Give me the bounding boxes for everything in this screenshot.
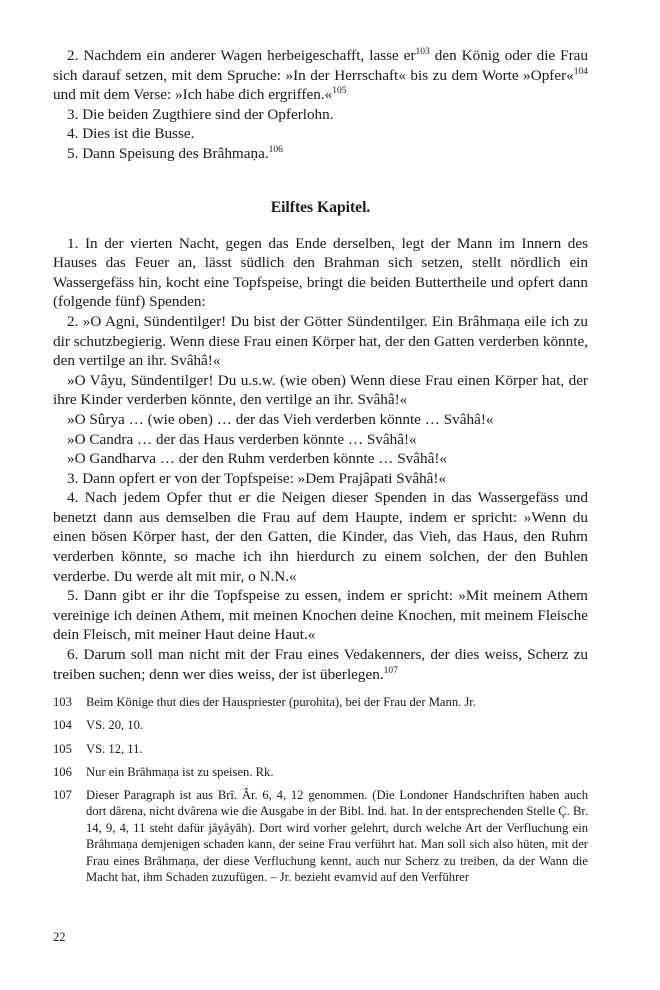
footnote-text: VS. 20, 10. <box>86 718 144 733</box>
paragraph-5: 5. Dann Speisung des Brâhmaṇa.$^{106}$ <box>67 144 283 162</box>
footnote-ref-107[interactable]: 107 <box>383 665 398 676</box>
footnote-ref-106[interactable]: 106 <box>268 144 283 155</box>
footnote-number: 107 <box>53 788 72 803</box>
footnote-number: 105 <box>53 741 72 756</box>
page-body <box>53 46 588 892</box>
chapter-paragraph-5: 5. Dann gibt er ihr die Topfspeise zu essen, indem er spricht: »Mit meinem Athem vereinige ich deinen Athem, mit meinen Knochen deine Knochen, mit meinem Fleische dein Fleisch, mit meiner Haut deine Haut.« <box>53 587 588 644</box>
footnote-text: Dieser Paragraph ist aus Brî. Âr. 6, 4, 12 genommen. (Die Londoner Handschriften haben auch dort dârena, nicht dvârena wie die Ausgabe in der Bibl. Ind. hat. In der entsprechenden Stelle Ç. Br. 14, 9, 4, 11 steht dafür jâyâyâh). Dort wird vorher gelehrt, durch welche Art der Verfluchung ein Brâhmaṇa demjenigen schaden kann, der seine Frau verführt hat. Man soll sich also hüten, mit der Frau eines Brâhmaṇa, der diese Verfluchung kennt, auch nur Scherz zu treiben, da der Wann die Macht hat, ihm Schaden zuzufügen. – Jr. bezieht evamvid auf den Verführer <box>86 788 588 885</box>
footnote-number: 106 <box>53 764 72 779</box>
footnote <box>53 787 588 885</box>
footnote-number: 104 <box>53 718 72 733</box>
footnote <box>53 717 588 733</box>
page-number: 22 <box>53 930 66 944</box>
chapter-paragraph-surya: »O Sûrya … (wie oben) … der das Vieh verderben könnte … Svâhâ!« <box>67 410 494 428</box>
chapter-paragraph-4: 4. Nach jedem Opfer thut er die Neigen dieser Spenden in das Wassergefäss und benetzt dann aus demselben die Frau auf dem Haupte, indem er spricht: »Wenn du einen bösen Körper hast, der den Gatten, die Kinder, das Vieh, das Haus, den Ruhm verderben könnte, so mache ich ihn hierdurch zu einem solchen, der den Buhlen verderbe. Du werde alt mit mir, o N.N.« <box>53 489 588 585</box>
chapter-paragraph-1: 1. In der vierten Nacht, gegen das Ende derselben, legt der Mann im Innern des Hauses das Feuer an, lässt südlich den Brahman sich setzen, stellt nördlich ein Wassergefäss hin, kocht eine Topfspeise, bringt die beiden Buttertheile und opfert dann (folgende fünf) Spenden: <box>53 234 588 311</box>
paragraph-3: 3. Die beiden Zugthiere sind der Opferlohn. <box>67 105 334 123</box>
footnote-text: Nur ein Brâhmaṇa ist zu speisen. Rk. <box>86 764 274 779</box>
chapter-paragraph-candra: »O Candra … der das Haus verderben könnte … Svâhâ!« <box>67 430 417 448</box>
footnote-ref-103[interactable]: 103 <box>415 47 430 57</box>
footnote <box>53 764 588 780</box>
footnote-text: VS. 12, 11. <box>86 741 143 756</box>
chapter-paragraph-3: 3. Dann opfert er von der Topfspeise: »Dem Prajâpati Svâhâ!« <box>67 469 447 487</box>
footnote-number: 103 <box>53 695 72 710</box>
chapter-paragraph-6: 6. Darum soll man nicht mit der Frau eines Vedakenners, der dies weiss, Scherz zu treiben suchen; denn wer dies weiss, der ist überlegen.$^{107}$ <box>53 646 588 683</box>
chapter-paragraph-vayu: »O Vâyu, Sündentilger! Du u.s.w. (wie oben) Wenn diese Frau einen Körper hat, der ihre Kinder verderben könnte, den vertilge an ihr. Svâhâ!« <box>53 371 588 409</box>
footnote <box>53 741 588 757</box>
chapter-paragraph-2: 2. »O Agni, Sündentilger! Du bist der Götter Sündentilger. Ein Brâhmaṇa eile ich zu dir schutzbegierig. Wenn diese Frau einen Körper hat, der den Gatten verderben könnte, den vertilge an ihr. Svâhâ!« <box>53 312 588 370</box>
paragraph-2: 2. Nachdem ein anderer Wagen herbeigeschafft, lasse $er^{103}$ den König oder die Frau sich darauf setzen, mit dem Spruche: »In der Herrschaft« bis zu dem Worte »Opfer«$^{104}$ und mit dem Verse: »Ich habe dich ergriffen.«$^{105}$ <box>53 47 588 104</box>
footnote <box>53 694 588 710</box>
footnote-ref-104[interactable]: 104 <box>573 66 588 77</box>
footnote-ref-105[interactable]: 105 <box>332 86 347 97</box>
footnote-text: Beim Könige thut dies der Hauspriester (purohita), bei der Frau der Mann. Jr. <box>86 695 476 710</box>
footnotes <box>53 694 588 885</box>
chapter-heading: Eilftes Kapitel. <box>270 198 371 216</box>
paragraph-4: 4. Dies ist die Busse. <box>67 125 195 143</box>
chapter-paragraph-gandharva: »O Gandharva … der den Ruhm verderben könnte … Svâhâ!« <box>67 450 447 468</box>
